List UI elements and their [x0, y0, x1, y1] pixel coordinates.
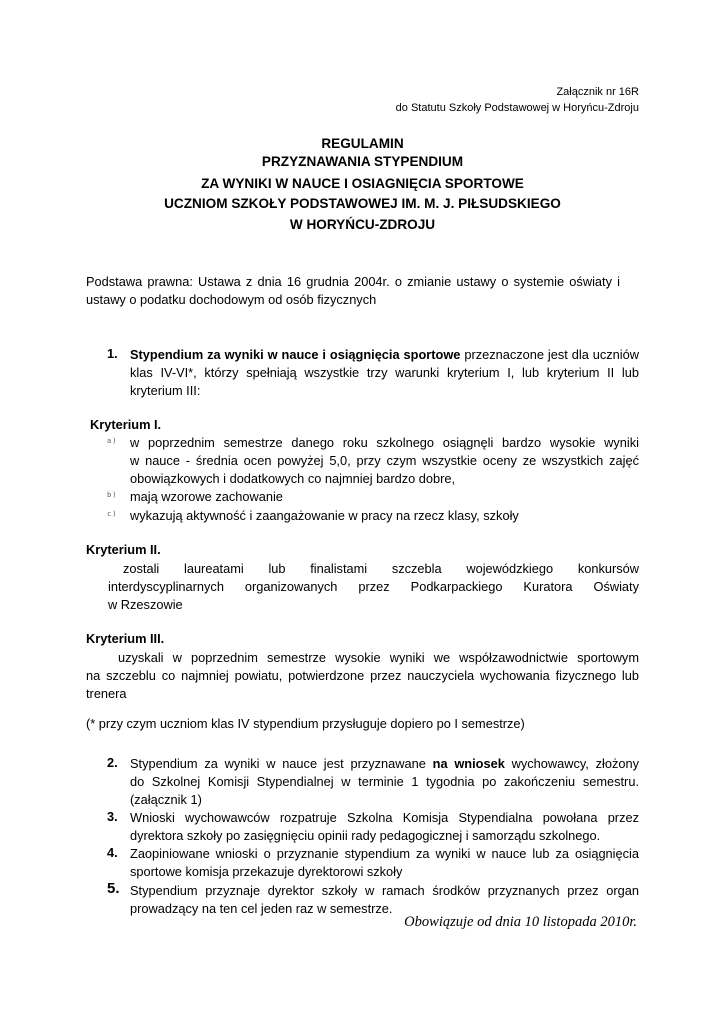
- criterion-3-line-2: na szczeblu co najmniej powiatu, potwierdzone przez nauczyciela wychowania fizycznego lub: [86, 668, 639, 683]
- criterion-1-a-marker: a): [107, 437, 118, 445]
- item-2-post: wychowawcy, złożony: [504, 756, 640, 771]
- attachment-number: Załącznik nr 16R: [556, 86, 639, 98]
- item-1-rest: przeznaczone jest dla uczniów: [460, 347, 639, 362]
- criterion-1-a-line-1: w poprzednim semestrze danego roku szkolnego osiągnęli bardzo wysokie wyniki: [130, 435, 639, 450]
- criterion-2-heading: Kryterium II.: [86, 542, 161, 557]
- item-2-bold: na wniosek: [432, 756, 505, 771]
- criterion-1-c-text: wykazują aktywność i zaangażowanie w pracy na rzecz klasy, szkoły: [130, 508, 519, 523]
- title-line-1: REGULAMIN: [321, 136, 404, 151]
- criterion-2-line-1: zostali laureatami lub finalistami szczebla wojewódzkiego konkursów: [123, 561, 639, 576]
- legal-basis-line-1: Podstawa prawna: Ustawa z dnia 16 grudnia 2004r. o zmianie ustawy o systemie oświaty i: [86, 274, 620, 289]
- item-1-number: 1.: [107, 346, 118, 361]
- item-4-line-1: Zaopiniowane wnioski o przyznanie stypendium za wyniki w nauce lub za osiągnięcia: [130, 846, 639, 861]
- item-1-line-3: kryterium III:: [130, 383, 201, 398]
- item-2-line-3: (załącznik 1): [130, 792, 202, 807]
- criterion-1-c-marker: c): [107, 510, 118, 518]
- title-line-5: W HORYŃCU-ZDROJU: [289, 217, 436, 232]
- title-line-2: PRZYZNAWANIA STYPENDIUM: [261, 154, 464, 169]
- title-line-3: ZA WYNIKI W NAUCE I OSIAGNIĘCIA SPORTOWE: [201, 176, 524, 191]
- criterion-2-line-3: w Rzeszowie: [108, 597, 183, 612]
- item-5-number: 5.: [107, 880, 120, 897]
- item-3-number: 3.: [107, 809, 118, 824]
- criterion-1-b-text: mają wzorowe zachowanie: [130, 489, 283, 504]
- item-3-line-2: dyrektora szkoły po zasięgnięciu opinii rady pedagogicznej i samorządu szkolnego.: [130, 828, 601, 843]
- criterion-2-line-2: interdyscyplinarnych organizowanych przez Podkarpackiego Kuratora Oświaty: [108, 579, 639, 594]
- item-3-line-1: Wnioski wychowawców rozpatruje Szkolna Komisja Stypendialna powołana przez: [130, 810, 639, 825]
- legal-basis-line-2: ustawy o podatku dochodowym od osób fizycznych: [86, 292, 377, 307]
- attachment-statute: do Statutu Szkoły Podstawowej w Horyńcu-Zdroju: [395, 102, 639, 114]
- item-5-line-1: Stypendium przyznaje dyrektor szkoły w ramach środków przyznanych przez organ: [130, 883, 639, 898]
- criterion-3-line-1: uzyskali w poprzednim semestrze wysokie wyniki we współzawodnictwie sportowym: [118, 650, 639, 665]
- item-1-line-1: [130, 346, 639, 364]
- criterion-3-line-3: trenera: [86, 686, 127, 701]
- item-1-bold: Stypendium za wyniki w nauce i osiągnięcia sportowe: [130, 347, 461, 362]
- item-5-line-2: prowadzący na ten cel jeden raz w semestrze.: [130, 901, 393, 916]
- criterion-1-b-marker: b): [107, 491, 118, 499]
- title-line-4: UCZNIOM SZKOŁY PODSTAWOWEJ IM. M. J. PIŁSUDSKIEGO: [164, 196, 561, 211]
- item-2-line-1: [130, 755, 639, 773]
- footnote-note: (* przy czym uczniom klas IV stypendium przysługuje dopiero po I semestrze): [86, 716, 525, 731]
- item-2-line-2: do Szkolnej Komisji Stypendialnej w terminie 1 tygodnia po zakończeniu semestru.: [130, 774, 639, 789]
- criterion-1-a-line-2: w nauce - średnia ocen powyżej 5,0, przy czym wszystkie oceny ze wszystkich zajęć: [130, 453, 639, 468]
- effective-date: Obowiązuje od dnia 10 listopada 2010r.: [404, 914, 637, 930]
- item-1-line-2: klas IV-VI*, którzy spełniają wszystkie trzy warunki kryterium I, lub kryterium II lub: [130, 365, 639, 380]
- item-4-line-2: sportowe komisja przekazuje dyrektorowi szkoły: [130, 864, 403, 879]
- item-2-number: 2.: [107, 755, 118, 770]
- criterion-1-a-line-3: obowiązkowych i dodatkowych co najmniej bardzo dobre,: [130, 471, 456, 486]
- criterion-1-heading: Kryterium I.: [90, 417, 162, 432]
- item-4-number: 4.: [107, 845, 118, 860]
- item-2-pre: Stypendium za wyniki w nauce jest przyznawane: [130, 756, 433, 771]
- criterion-3-heading: Kryterium III.: [86, 631, 165, 646]
